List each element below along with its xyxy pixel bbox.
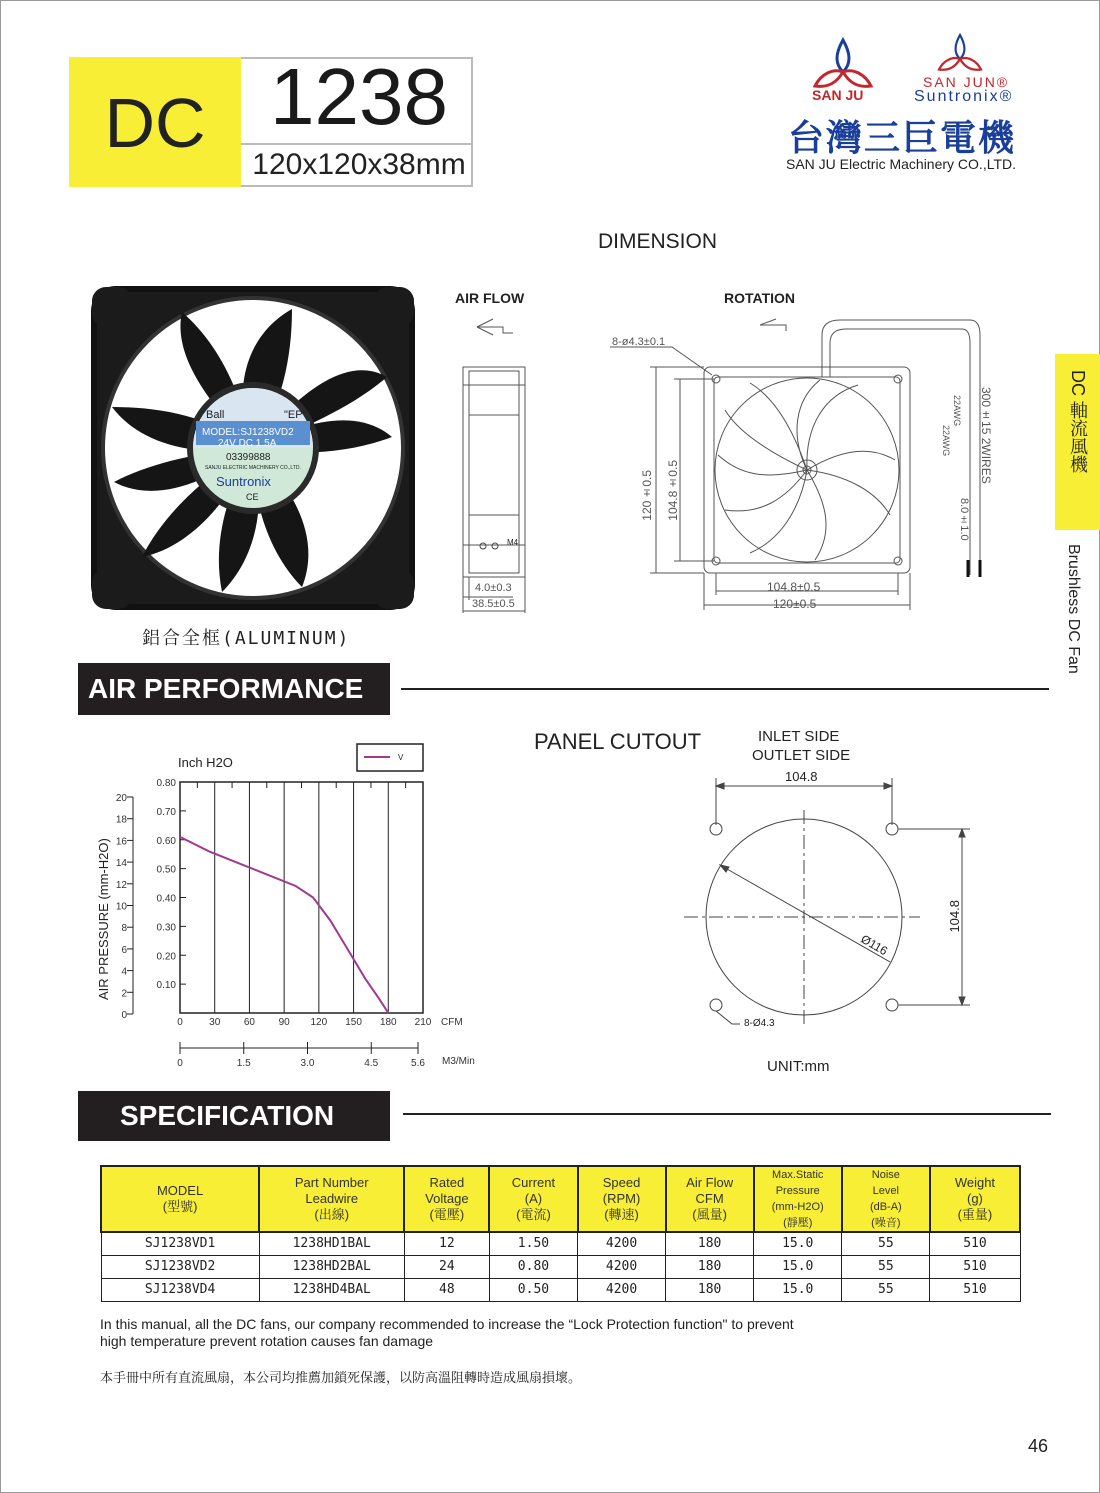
front-wires-label: 300±15 2WIRES [979, 387, 993, 484]
dimension-title: DIMENSION [598, 230, 718, 253]
mm-tick-label: 16 [115, 836, 127, 848]
table-cell: 1.50 [489, 1232, 577, 1255]
spec-header-line: Pressure [775, 1185, 820, 1197]
table-cell: 1238HD1BAL [259, 1232, 404, 1255]
mm-tick-label: 8 [121, 923, 127, 935]
table-cell: 4200 [578, 1278, 666, 1301]
spec-header-line: Level [872, 1185, 899, 1197]
spec-header-line: (出線) [314, 1207, 350, 1222]
table-row [101, 1278, 1020, 1301]
unit-label: UNIT:mm [767, 1058, 830, 1075]
rotation-label: ROTATION [724, 290, 796, 306]
table-cell: 0.80 [489, 1255, 577, 1278]
spec-header-line: (電流) [516, 1207, 551, 1222]
x-tick-label: 90 [278, 1017, 290, 1028]
front-height-outer: 120±0.5 [640, 470, 654, 521]
model-number: 1238 [270, 52, 448, 141]
spec-header-line: (mm-H2O) [771, 1201, 824, 1213]
table-cell: 48 [404, 1278, 489, 1301]
mm-tick-label: 2 [121, 988, 127, 1000]
table-cell: 55 [842, 1278, 930, 1301]
spec-header-line: (轉速) [604, 1207, 639, 1222]
mm-tick-label: 20 [115, 793, 127, 804]
spec-header-line: Weight [954, 1175, 996, 1190]
mm-tick-label: 12 [115, 879, 127, 891]
table-cell: 180 [666, 1255, 754, 1278]
page-number: 46 [1028, 1436, 1049, 1456]
spec-header-line: CFM [695, 1191, 724, 1206]
spec-header-line: (A) [524, 1191, 543, 1206]
table-row [101, 1255, 1020, 1278]
inch-tick-label: 0.80 [156, 778, 176, 789]
air-performance-title: AIR PERFORMANCE [78, 663, 390, 715]
inch-axis-label: Inch H2O [178, 755, 233, 770]
table-cell: 180 [666, 1278, 754, 1301]
table-cell: SJ1238VD4 [101, 1278, 259, 1301]
spec-header-line: (靜壓) [783, 1217, 813, 1229]
x-tick-label: 180 [379, 1017, 397, 1028]
inch-tick-label: 0.60 [156, 835, 176, 847]
fan-label-serial: 03399888 [226, 452, 271, 463]
table-cell: 4200 [578, 1232, 666, 1255]
table-cell: 510 [930, 1255, 1020, 1278]
table-cell: 4200 [578, 1255, 666, 1278]
inch-tick-label: 0.50 [156, 864, 176, 876]
spec-header-line: Voltage [425, 1191, 469, 1206]
inch-tick-label: 0.70 [156, 806, 176, 818]
front-width-inner: 104.8±0.5 [767, 580, 821, 594]
spec-header-line: (電壓) [429, 1207, 465, 1222]
mm-tick-label: 4 [121, 966, 127, 978]
front-strip-label: 8.0±1.0 [958, 498, 970, 541]
table-row [101, 1232, 1020, 1255]
table-cell: 55 [842, 1232, 930, 1255]
front-awg-1: 22AWG [952, 395, 962, 427]
table-cell: SJ1238VD2 [101, 1255, 259, 1278]
fan-label-ep: "EP" [284, 409, 307, 421]
mm-tick-label: 18 [115, 814, 127, 826]
table-cell: 55 [842, 1255, 930, 1278]
spec-header-row [101, 1166, 1020, 1232]
spec-header-line: (dB-A) [869, 1201, 902, 1213]
side-tab-cn-text: DC 軸流風機 [1068, 370, 1088, 473]
mm-tick-label: 14 [115, 858, 127, 870]
table-cell: 12 [404, 1232, 489, 1255]
spec-header-cell [489, 1166, 577, 1232]
panel-cutout-drawing [680, 770, 980, 1040]
mm-tick-label: 10 [115, 901, 127, 913]
material-label: 鋁合全框(ALUMINUM) [142, 628, 351, 649]
fan-label-model: MODEL:SJ1238VD2 [202, 427, 294, 438]
x-tick-label: 0 [177, 1017, 183, 1028]
spec-header-line: (風量) [692, 1207, 727, 1222]
x-tick-label: 150 [345, 1017, 362, 1028]
cutout-width-label: 104.8 [785, 769, 818, 784]
specification-rule [403, 1113, 1051, 1115]
inch-tick-label: 0.10 [156, 980, 176, 992]
side-m4-label: M4 [507, 538, 519, 547]
front-height-inner: 104.8±0.5 [666, 460, 680, 521]
spec-header-line: (噪音) [871, 1217, 901, 1229]
front-awg-2: 22AWG [941, 425, 951, 457]
spec-header-cell [101, 1166, 259, 1232]
inch-tick-label: 0.30 [156, 922, 176, 934]
chart-frame [180, 782, 423, 1013]
spec-header-line: Leadwire [305, 1191, 359, 1206]
x-tick-label: 120 [310, 1017, 328, 1028]
spec-header-cell [754, 1166, 842, 1232]
model-size: 120x120x38mm [252, 148, 466, 181]
spec-header-cell [930, 1166, 1020, 1232]
table-cell: 15.0 [754, 1232, 842, 1255]
x-tick-label: 210 [414, 1017, 432, 1028]
spec-header-cell [666, 1166, 754, 1232]
spec-body [101, 1232, 1020, 1301]
m3-tick-label: 1.5 [236, 1058, 251, 1069]
m3-tick-label: 3.0 [300, 1058, 315, 1069]
mm-tick-label: 6 [121, 944, 127, 956]
inch-tick-label: 0.40 [156, 893, 176, 905]
company-name-cn: 台灣三巨電機 [788, 118, 1017, 159]
logo-suntronix: Suntronix® [914, 88, 1014, 105]
table-cell: 180 [666, 1232, 754, 1255]
inlet-side-label: INLET SIDE [758, 728, 840, 745]
x-axis-label: CFM [441, 1017, 463, 1028]
m3-tick-label: 5.6 [411, 1058, 425, 1069]
table-cell: 24 [404, 1255, 489, 1278]
note-chinese: 本手冊中所有直流風扇，本公司均推薦加鎖死保護，以防高溫阻轉時造成風扇損壞。 [100, 1371, 582, 1386]
spec-header-line: (g) [966, 1191, 983, 1206]
spec-header-cell [259, 1166, 404, 1232]
logo-sanju: SAN JU [812, 87, 864, 103]
air-flow-label: AIR FLOW [455, 290, 525, 306]
legend-label: V [398, 753, 404, 762]
outlet-side-label: OUTLET SIDE [752, 747, 851, 764]
company-name-en: SAN JU Electric Machinery CO.,LTD. [786, 156, 1017, 172]
table-cell: 1238HD2BAL [259, 1255, 404, 1278]
specification-title: SPECIFICATION [78, 1091, 390, 1141]
model-prefix: DC [104, 84, 206, 162]
table-cell: 15.0 [754, 1278, 842, 1301]
spec-header-line: MODEL [156, 1183, 204, 1198]
table-cell: 15.0 [754, 1255, 842, 1278]
front-holes-label: 8-ø4.3±0.1 [612, 336, 666, 348]
spec-header-line: (RPM) [602, 1191, 641, 1206]
cutout-diameter-label: Ø116 [858, 931, 891, 959]
fan-label-brand: Suntronix [216, 474, 271, 489]
side-dim-1: 4.0±0.3 [475, 582, 512, 594]
front-width-outer: 120±0.5 [773, 597, 817, 611]
m3-axis-label: M3/Min [442, 1056, 475, 1067]
x-tick-label: 30 [209, 1017, 221, 1028]
spec-header-line: Max.Static [772, 1169, 824, 1181]
mm-tick-label: 0 [121, 1010, 127, 1021]
spec-header-line: Speed [602, 1175, 641, 1190]
spec-header-cell [842, 1166, 930, 1232]
table-cell: SJ1238VD1 [101, 1232, 259, 1255]
side-tab-en: Brushless DC Fan [1065, 544, 1082, 674]
logo-sanjun: SAN JUN® [923, 74, 1010, 90]
spec-header-line: (型號) [162, 1199, 198, 1214]
spec-table [100, 1165, 1021, 1302]
table-cell: 510 [930, 1278, 1020, 1301]
fan-label-company: SANJU ELECTRIC MACHINERY CO.,LTD. [205, 465, 301, 471]
spec-header-cell [578, 1166, 666, 1232]
spec-header-line: Air Flow [686, 1175, 734, 1190]
spec-header-line: Rated [429, 1175, 465, 1190]
spec-header-line: Current [511, 1175, 556, 1190]
m3-tick-label: 0 [177, 1058, 183, 1069]
table-cell: 510 [930, 1232, 1020, 1255]
cutout-holes-label: 8-Ø4.3 [744, 1018, 775, 1029]
fan-label-ball: Ball [206, 409, 225, 421]
fan-label-rating: 24V DC 1.5A [218, 438, 277, 449]
spec-header-line: Noise [871, 1169, 900, 1181]
fan-label-ce: CE [246, 492, 259, 502]
spec-header-line: Part Number [294, 1175, 369, 1190]
table-cell: 1238HD4BAL [259, 1278, 404, 1301]
inch-tick-label: 0.20 [156, 951, 176, 963]
note-english: In this manual, all the DC fans, our company recommended to increase the “Lock Protection function" to prevent high temperature prevent rotation causes fan damage [100, 1316, 794, 1349]
spec-header-cell [404, 1166, 489, 1232]
side-dim-2: 38.5±0.5 [472, 598, 515, 610]
table-cell: 0.50 [489, 1278, 577, 1301]
spec-header-line: (重量) [957, 1207, 993, 1222]
y-axis-label: AIR PRESSURE (mm-H2O) [96, 838, 111, 1000]
m3-tick-label: 4.5 [364, 1058, 379, 1069]
panel-cutout-title: PANEL CUTOUT [534, 729, 702, 754]
cutout-height-label: 104.8 [947, 900, 962, 933]
x-tick-label: 60 [243, 1017, 255, 1028]
